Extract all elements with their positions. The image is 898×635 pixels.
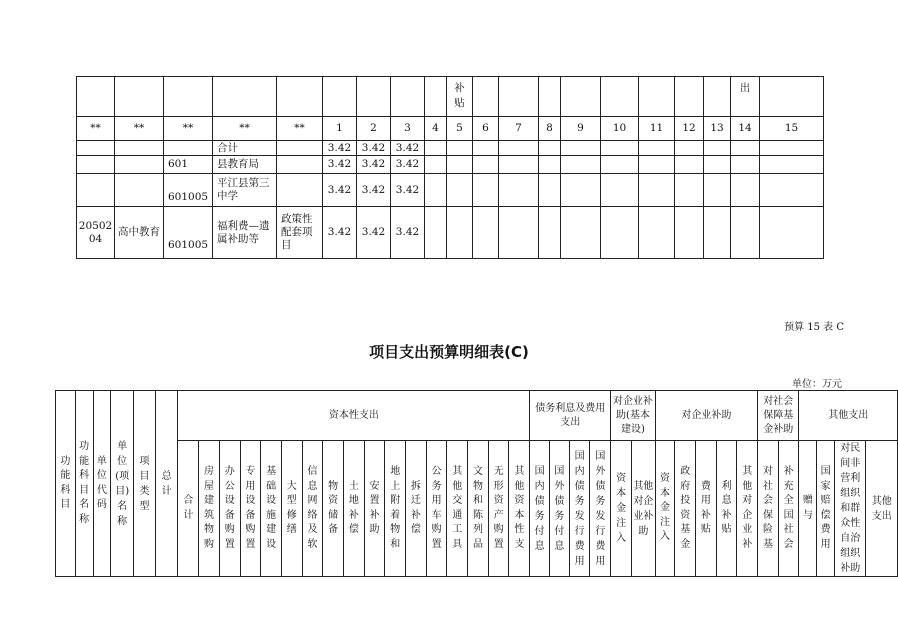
empty-cell xyxy=(499,156,539,174)
header-cell xyxy=(704,77,731,117)
enterprise-col: 政府投资基金 xyxy=(675,441,696,577)
empty-cell xyxy=(425,174,447,207)
empty-cell xyxy=(639,156,675,174)
empty-cell xyxy=(760,174,824,207)
top-table xyxy=(76,76,824,259)
empty-cell xyxy=(561,156,601,174)
code-cell: 15 xyxy=(760,117,824,141)
code-cell: ** xyxy=(213,117,277,141)
empty-cell xyxy=(447,174,473,207)
empty-cell xyxy=(704,156,731,174)
empty-cell xyxy=(473,141,499,156)
capital-col: 房屋建筑物购 xyxy=(199,441,220,577)
item-cell: 3.42 xyxy=(391,174,425,207)
code-cell: 8 xyxy=(539,117,561,141)
empty-cell xyxy=(639,141,675,156)
header-cell-out: 出 xyxy=(731,77,760,117)
unit-code-cell xyxy=(164,141,213,156)
top-code-row xyxy=(77,117,824,141)
total-cell: 3.42 xyxy=(323,141,357,156)
header-cell xyxy=(539,77,561,117)
empty-cell xyxy=(539,174,561,207)
capital-col: 无形资产购置 xyxy=(488,441,509,577)
top-header-tail-row xyxy=(77,77,824,117)
header-row-columns xyxy=(56,441,898,577)
capital-col: 地上附着物和 xyxy=(385,441,406,577)
empty-cell xyxy=(704,141,731,156)
debt-col: 国外债务付息 xyxy=(549,441,569,577)
empty-cell xyxy=(601,174,639,207)
empty-cell xyxy=(675,207,704,259)
empty-cell xyxy=(601,207,639,259)
header-cell xyxy=(561,77,601,117)
func-code-cell xyxy=(77,174,115,207)
capital-col: 土地补偿 xyxy=(343,441,364,577)
capital-col: 基础设施建设 xyxy=(261,441,282,577)
empty-cell xyxy=(499,141,539,156)
code-cell: 3 xyxy=(391,117,425,141)
empty-cell xyxy=(731,156,760,174)
code-cell: ** xyxy=(277,117,323,141)
header-cell xyxy=(164,77,213,117)
header-cell xyxy=(391,77,425,117)
enterprise-capital-col: 其他对企业补助 xyxy=(631,441,655,577)
project-type-cell: 政策性配套项目 xyxy=(277,207,323,259)
debt-col: 国内债务付息 xyxy=(530,441,550,577)
empty-cell xyxy=(639,174,675,207)
empty-cell xyxy=(425,207,447,259)
other-col: 赠与 xyxy=(799,441,817,577)
item-cell: 3.42 xyxy=(391,156,425,174)
capital-col: 其他交通工具 xyxy=(447,441,468,577)
empty-cell xyxy=(499,174,539,207)
header-cell xyxy=(323,77,357,117)
debt-col: 国外债务发行费用 xyxy=(590,441,611,577)
unit-name-cell: 福利费—遗属补助等 xyxy=(213,207,277,259)
group-capital: 资本性支出 xyxy=(178,391,530,441)
header-cell xyxy=(601,77,639,117)
header-cell xyxy=(115,77,164,117)
empty-cell xyxy=(561,207,601,259)
subtotal-cell: 3.42 xyxy=(357,141,391,156)
unit-name-cell: 平江县第三中学 xyxy=(213,174,277,207)
empty-cell xyxy=(731,174,760,207)
code-cell: ** xyxy=(77,117,115,141)
enterprise-col: 利息补贴 xyxy=(716,441,737,577)
col-unit-name: 单位(项目)名称 xyxy=(111,391,134,577)
enterprise-col: 资本金注入 xyxy=(655,441,675,577)
empty-cell xyxy=(731,207,760,259)
empty-cell xyxy=(473,207,499,259)
empty-cell xyxy=(539,156,561,174)
header-cell-subsidy: 补贴 xyxy=(447,77,473,117)
empty-cell xyxy=(675,141,704,156)
code-cell: 5 xyxy=(447,117,473,141)
empty-cell xyxy=(675,156,704,174)
empty-cell xyxy=(675,174,704,207)
header-cell xyxy=(277,77,323,117)
code-cell: 1 xyxy=(323,117,357,141)
project-type-cell xyxy=(277,156,323,174)
header-cell xyxy=(499,77,539,117)
item-cell: 3.42 xyxy=(391,141,425,156)
empty-cell xyxy=(639,207,675,259)
subtotal-cell: 3.42 xyxy=(357,174,391,207)
other-col: 其他支出 xyxy=(866,441,898,577)
group-debt: 债务利息及费用支出 xyxy=(530,391,611,441)
empty-cell xyxy=(704,174,731,207)
total-cell: 3.42 xyxy=(323,156,357,174)
empty-cell xyxy=(447,141,473,156)
group-other: 其他支出 xyxy=(799,391,898,441)
total-cell: 3.42 xyxy=(323,174,357,207)
header-cell xyxy=(77,77,115,117)
code-cell: 13 xyxy=(704,117,731,141)
unit-code-cell: 601005 xyxy=(164,174,213,207)
header-cell xyxy=(675,77,704,117)
empty-cell xyxy=(425,141,447,156)
func-name-cell: 高中教育 xyxy=(115,207,164,259)
main-table xyxy=(55,390,898,577)
code-cell: ** xyxy=(115,117,164,141)
subtotal-cell: 3.42 xyxy=(357,156,391,174)
capital-col: 办公设备购置 xyxy=(219,441,240,577)
header-cell xyxy=(760,77,824,117)
capital-col: 大型修缮 xyxy=(281,441,302,577)
group-enterprise-capital: 对企业补助(基本建设) xyxy=(611,391,655,441)
capital-col: 文物和陈列品 xyxy=(468,441,489,577)
empty-cell xyxy=(561,141,601,156)
empty-cell xyxy=(760,156,824,174)
code-cell: 7 xyxy=(499,117,539,141)
empty-cell xyxy=(447,156,473,174)
unit-code-cell: 601005 xyxy=(164,207,213,259)
empty-cell xyxy=(539,207,561,259)
capital-col: 专用设备购置 xyxy=(240,441,261,577)
project-type-cell xyxy=(277,174,323,207)
unit-name-cell: 合计 xyxy=(213,141,277,156)
unit-name-cell: 县教育局 xyxy=(213,156,277,174)
capital-col: 物资储备 xyxy=(323,441,344,577)
enterprise-col: 费用补贴 xyxy=(696,441,717,577)
total-cell: 3.42 xyxy=(323,207,357,259)
empty-cell xyxy=(499,207,539,259)
enterprise-col: 其他对企业补 xyxy=(737,441,758,577)
empty-cell xyxy=(539,141,561,156)
empty-cell xyxy=(425,156,447,174)
unit-code-cell: 601 xyxy=(164,156,213,174)
capital-col: 信息网络及软 xyxy=(302,441,323,577)
col-total: 总计 xyxy=(155,391,178,577)
enterprise-capital-col: 资本金注入 xyxy=(611,441,632,577)
capital-col: 拆迁补偿 xyxy=(406,441,427,577)
col-func-code: 功能科目 xyxy=(56,391,76,577)
header-cell xyxy=(473,77,499,117)
capital-col: 公务用车购置 xyxy=(426,441,447,577)
func-name-cell xyxy=(115,141,164,156)
code-cell: 2 xyxy=(357,117,391,141)
empty-cell xyxy=(473,174,499,207)
debt-col: 国内债务发行费用 xyxy=(569,441,590,577)
table-row xyxy=(77,207,824,259)
budget-table-number: 预算 15 表 C xyxy=(784,322,844,333)
code-cell: 10 xyxy=(601,117,639,141)
func-name-cell xyxy=(115,174,164,207)
empty-cell xyxy=(601,141,639,156)
header-cell xyxy=(425,77,447,117)
header-cell xyxy=(357,77,391,117)
unit-label: 单位：万元 xyxy=(792,379,842,390)
project-type-cell xyxy=(277,141,323,156)
other-col: 对民间非营利组织和群众性自治组织补助 xyxy=(835,441,866,577)
table-row xyxy=(77,174,824,207)
page-title: 项目支出预算明细表(C) xyxy=(369,343,529,361)
subtotal-cell: 3.42 xyxy=(357,207,391,259)
capital-col: 其他资本性支 xyxy=(509,441,530,577)
header-row-groups xyxy=(56,391,898,441)
func-code-cell xyxy=(77,156,115,174)
other-col: 国家赔偿费用 xyxy=(817,441,835,577)
group-enterprise: 对企业补助 xyxy=(655,391,757,441)
code-cell: 6 xyxy=(473,117,499,141)
table-row xyxy=(77,156,824,174)
func-code-cell: 2050204 xyxy=(77,207,115,259)
col-func-name: 功能科目名称 xyxy=(75,391,93,577)
social-security-col: 对社会保险基 xyxy=(758,441,779,577)
header-cell xyxy=(639,77,675,117)
func-code-cell xyxy=(77,141,115,156)
code-cell: ** xyxy=(164,117,213,141)
table-row xyxy=(77,141,824,156)
code-cell: 9 xyxy=(561,117,601,141)
col-unit-code: 单位代码 xyxy=(93,391,111,577)
empty-cell xyxy=(704,207,731,259)
capital-col: 安置补助 xyxy=(364,441,385,577)
empty-cell xyxy=(561,174,601,207)
capital-col: 合计 xyxy=(178,441,199,577)
col-project-type: 项目类型 xyxy=(134,391,156,577)
code-cell: 4 xyxy=(425,117,447,141)
empty-cell xyxy=(760,207,824,259)
func-name-cell xyxy=(115,156,164,174)
empty-cell xyxy=(601,156,639,174)
empty-cell xyxy=(760,141,824,156)
header-cell xyxy=(213,77,277,117)
code-cell: 12 xyxy=(675,117,704,141)
code-cell: 11 xyxy=(639,117,675,141)
empty-cell xyxy=(447,207,473,259)
empty-cell xyxy=(473,156,499,174)
social-security-col: 补充全国社会 xyxy=(778,441,799,577)
empty-cell xyxy=(731,141,760,156)
group-social-security: 对社会保障基金补助 xyxy=(758,391,799,441)
item-cell: 3.42 xyxy=(391,207,425,259)
code-cell: 14 xyxy=(731,117,760,141)
